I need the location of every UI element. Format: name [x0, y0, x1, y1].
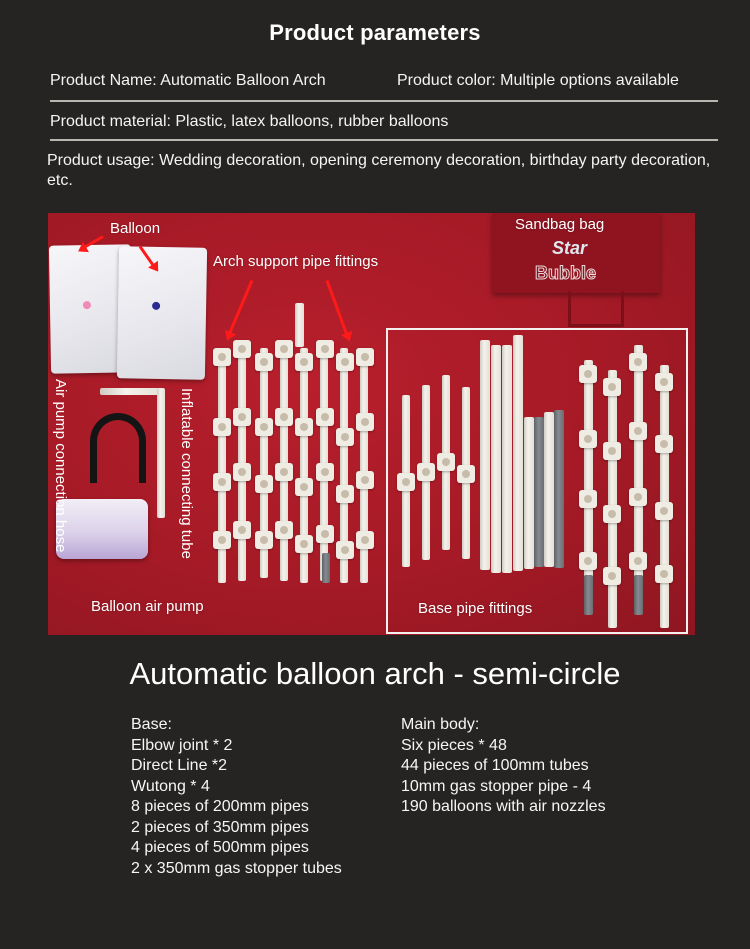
stopper-pipe: [554, 410, 564, 568]
product-photo: [48, 213, 695, 635]
joint: [213, 531, 231, 549]
joint: [213, 348, 231, 366]
joint: [603, 567, 621, 585]
joint: [397, 473, 415, 491]
joint: [336, 485, 354, 503]
list-item: 190 balloons with air nozzles: [401, 798, 606, 815]
pipe: [238, 341, 246, 581]
list-item: 2 pieces of 350mm pipes: [131, 818, 309, 836]
joint: [579, 430, 597, 448]
joint: [295, 478, 313, 496]
pipe: [544, 412, 554, 567]
joint: [629, 422, 647, 440]
stopper-pipe: [534, 417, 544, 567]
joint: [255, 531, 273, 549]
joint: [233, 408, 251, 426]
joint: [336, 428, 354, 446]
label-balloon-pump: Balloon air pump: [91, 598, 204, 615]
arrow-icon: [226, 280, 253, 338]
product-name: Product Name: Automatic Balloon Arch: [50, 72, 326, 89]
base-component-list: [131, 715, 342, 879]
sandbag-bag: [492, 213, 660, 293]
label-air-pump-hose: Air pump connection hose: [52, 379, 69, 553]
brand-star: Star: [552, 238, 588, 258]
joint: [233, 340, 251, 358]
joint: [629, 552, 647, 570]
joint: [356, 413, 374, 431]
joint: [255, 418, 273, 436]
joint: [579, 490, 597, 508]
joint: [275, 340, 293, 358]
joint: [275, 463, 293, 481]
brand-bubble: Bubble: [535, 263, 596, 283]
joint: [356, 348, 374, 366]
inflatable-tube-vertical: [157, 388, 165, 518]
long-pipe: [513, 335, 523, 571]
product-material: Product material: Plastic, latex balloons, rubber balloons: [50, 113, 449, 130]
param-row-name-color: [50, 72, 679, 90]
long-pipe: [480, 340, 490, 570]
stopper-pipe: [584, 575, 593, 615]
loose-pipe: [295, 303, 304, 347]
joint: [655, 502, 673, 520]
arch-subtitle: Automatic balloon arch - semi-circle: [129, 656, 621, 691]
divider: [50, 100, 718, 102]
arrow-icon: [326, 280, 350, 339]
joint: [316, 408, 334, 426]
base-fittings-frame: [386, 328, 688, 634]
joint: [336, 353, 354, 371]
list-item: 8 pieces of 200mm pipes: [131, 798, 309, 815]
joint: [316, 525, 334, 543]
joint: [213, 418, 231, 436]
product-usage: Product usage: Wedding decoration, opening ceremony decoration, birthday party decoration, etc.: [47, 152, 711, 189]
joint: [457, 465, 475, 483]
joint: [233, 463, 251, 481]
stopper-pipe: [322, 553, 330, 583]
joint: [316, 340, 334, 358]
joint: [275, 408, 293, 426]
pipe: [524, 417, 534, 569]
joint: [295, 418, 313, 436]
pipe: [320, 341, 328, 581]
sandbag-strap: [568, 291, 624, 327]
stopper-pipe: [634, 575, 643, 615]
joint: [655, 435, 673, 453]
joint: [255, 353, 273, 371]
label-arch-support: Arch support pipe fittings: [213, 253, 379, 270]
joint: [437, 453, 455, 471]
joint: [275, 521, 293, 539]
base-list-heading: Base:: [131, 716, 172, 733]
divider: [50, 139, 718, 141]
joint: [336, 541, 354, 559]
main-body-component-list: [401, 715, 606, 818]
list-item: 4 pieces of 500mm pipes: [131, 839, 309, 856]
joint: [295, 535, 313, 553]
label-base-fittings: Base pipe fittings: [418, 600, 533, 617]
list-item: Elbow joint * 2: [131, 736, 233, 754]
joint: [316, 463, 334, 481]
list-item: 2 x 350mm gas stopper tubes: [131, 859, 342, 877]
product-color: Product color: Multiple options available: [397, 72, 679, 89]
list-item: Direct Line *2: [131, 757, 228, 774]
joint: [655, 565, 673, 583]
joint: [603, 378, 621, 396]
joint: [255, 475, 273, 493]
label-inflatable-tube: Inflatable connecting tube: [178, 388, 195, 559]
label-balloon: Balloon: [110, 220, 161, 237]
long-pipe: [502, 345, 512, 573]
pipe: [660, 365, 669, 628]
inflatable-tube-horizontal: [100, 388, 164, 395]
blue-dot: [152, 302, 160, 310]
balloon-air-pump: [56, 499, 148, 559]
joint: [579, 365, 597, 383]
long-pipe: [491, 345, 501, 573]
pipe: [608, 370, 617, 628]
joint: [417, 463, 435, 481]
pink-dot: [83, 301, 91, 309]
joint: [655, 373, 673, 391]
air-hose: [90, 413, 146, 483]
joint: [629, 488, 647, 506]
joint: [603, 505, 621, 523]
joint: [233, 521, 251, 539]
joint: [629, 353, 647, 371]
label-sandbag: Sandbag bag: [515, 216, 605, 233]
list-item: Wutong * 4: [131, 777, 210, 795]
list-item: 44 pieces of 100mm tubes: [401, 757, 589, 774]
pipe: [280, 341, 288, 581]
joint: [295, 353, 313, 371]
joint: [213, 473, 231, 491]
list-item: Six pieces * 48: [401, 736, 507, 754]
joint: [579, 552, 597, 570]
joint: [603, 442, 621, 460]
joint: [356, 471, 374, 489]
joint: [356, 531, 374, 549]
list-item: 10mm gas stopper pipe - 4: [401, 777, 592, 795]
page-title: Product parameters: [269, 20, 481, 45]
main-list-heading: Main body:: [401, 716, 480, 733]
